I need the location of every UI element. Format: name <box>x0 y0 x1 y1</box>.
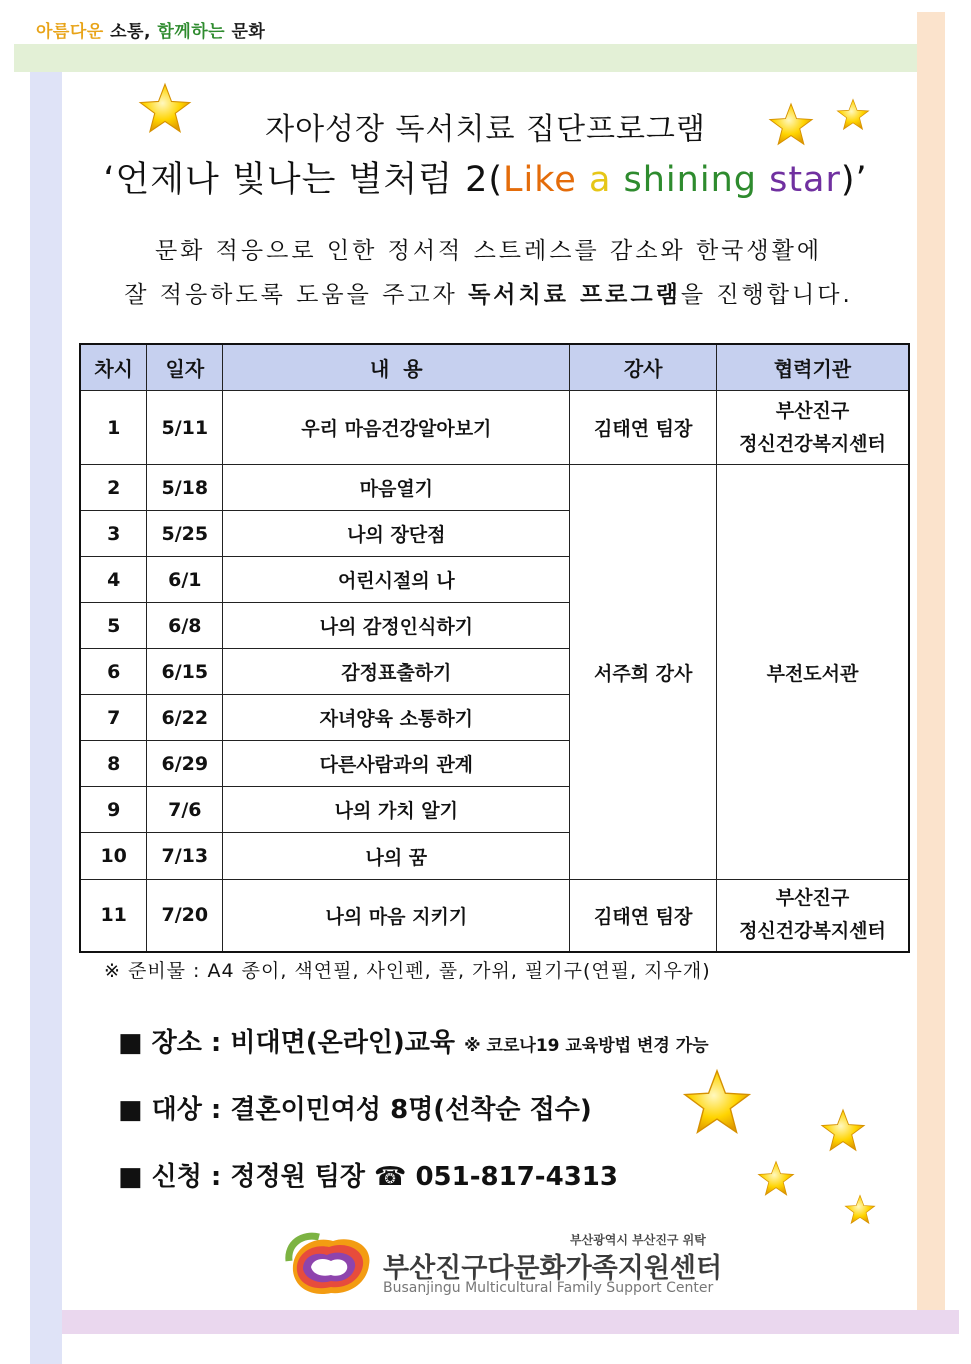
table-row <box>80 465 909 511</box>
star-icon <box>844 1194 876 1226</box>
cell-date: 5/18 <box>147 465 223 511</box>
slogan-part-2: 소통, <box>103 22 158 42</box>
cell-session: 2 <box>80 465 147 511</box>
slogan <box>36 17 265 42</box>
subtitle-prefix: ‘언제나 빛나는 별처럼 2( <box>103 160 504 200</box>
star-icon <box>757 1160 795 1198</box>
partner-line-1: 부산진구 <box>775 887 850 910</box>
subtitle-word-shining: shining <box>623 160 757 200</box>
cell-session: 4 <box>80 557 147 603</box>
table-row <box>80 880 909 952</box>
subtitle-word-star: star <box>756 160 841 200</box>
intro-line-2 <box>62 276 915 309</box>
intro-line-2-c: 을 진행합니다. <box>680 282 853 308</box>
header-session: 차시 <box>80 344 147 391</box>
cell-date: 5/11 <box>147 391 223 465</box>
info-place-note: ※ 코로나19 교육방법 변경 가능 <box>464 1036 709 1056</box>
cell-instructor: 서주희 강사 <box>570 465 717 880</box>
info-place-text: ■ 장소 : 비대면(온라인)교육 <box>118 1028 465 1058</box>
cell-content: 우리 마음건강알아보기 <box>223 391 570 465</box>
cell-partner <box>716 391 909 465</box>
cell-content: 감정표출하기 <box>223 649 570 695</box>
partner-line-2: 정신건강복지센터 <box>739 920 886 943</box>
program-subtitle <box>0 152 971 202</box>
cell-content: 나의 꿈 <box>223 833 570 880</box>
cell-session: 3 <box>80 511 147 557</box>
cell-session: 6 <box>80 649 147 695</box>
cell-date: 6/15 <box>147 649 223 695</box>
logo-english-name: Busanjingu Multicultural Family Support Center <box>383 1280 714 1296</box>
cell-session: 11 <box>80 880 147 952</box>
subtitle-word-like: Like <box>503 160 577 200</box>
program-title: 자아성장 독서치료 집단프로그램 <box>265 112 706 147</box>
cell-content: 다른사람과의 관계 <box>223 741 570 787</box>
info-apply: ■ 신청 : 정정원 팀장 ☎ 051-817-4313 <box>118 1162 618 1192</box>
intro-line-2-bold: 독서치료 프로그램 <box>468 282 681 308</box>
cell-date: 7/20 <box>147 880 223 952</box>
right-peach-band <box>917 12 945 1312</box>
cell-instructor: 김태연 팀장 <box>570 391 717 465</box>
cell-date: 7/6 <box>147 787 223 833</box>
cell-date: 6/29 <box>147 741 223 787</box>
header-partner: 협력기관 <box>716 344 909 391</box>
slogan-part-1: 아름다운 <box>36 22 104 42</box>
cell-content: 나의 장단점 <box>223 511 570 557</box>
cell-content: 나의 감정인식하기 <box>223 603 570 649</box>
cell-partner: 부전도서관 <box>716 465 909 880</box>
subtitle-suffix: )’ <box>840 160 868 200</box>
logo-name: 부산진구다문화가족지원센터 <box>383 1253 723 1284</box>
intro-line-1: 문화 적응으로 인한 정서적 스트레스를 감소와 한국생활에 <box>154 238 823 264</box>
cell-date: 7/13 <box>147 833 223 880</box>
logo-subtitle: 부산광역시 부산진구 위탁 <box>570 1233 706 1247</box>
cell-partner <box>716 880 909 952</box>
cell-instructor: 김태연 팀장 <box>570 880 717 952</box>
cell-session: 10 <box>80 833 147 880</box>
star-icon <box>682 1068 752 1138</box>
cell-content: 나의 가치 알기 <box>223 787 570 833</box>
slogan-part-3: 함께하는 <box>157 22 226 42</box>
cell-content: 마음열기 <box>223 465 570 511</box>
materials-note: ※ 준비물 : A4 종이, 색연필, 사인펜, 풀, 가위, 필기구(연필, 지우개) <box>104 960 711 982</box>
info-place <box>118 1022 709 1059</box>
cell-date: 6/1 <box>147 557 223 603</box>
slogan-part-4: 문화 <box>225 22 266 42</box>
cell-date: 6/8 <box>147 603 223 649</box>
cell-session: 8 <box>80 741 147 787</box>
cell-session: 9 <box>80 787 147 833</box>
table-row <box>80 391 909 465</box>
cell-content: 어린시절의 나 <box>223 557 570 603</box>
top-green-band <box>14 44 917 72</box>
cell-session: 5 <box>80 603 147 649</box>
bottom-pink-band <box>62 1310 959 1334</box>
header-date: 일자 <box>147 344 223 391</box>
cell-content: 나의 마음 지키기 <box>223 880 570 952</box>
info-target: ■ 대상 : 결혼이민여성 8명(선착순 접수) <box>118 1095 592 1125</box>
header-instructor: 강사 <box>570 344 717 391</box>
schedule-table <box>79 343 910 953</box>
center-logo-icon <box>283 1231 379 1301</box>
intro-line-2-a: 잘 적응하도록 도움을 주고자 <box>124 282 469 308</box>
cell-content: 자녀양육 소통하기 <box>223 695 570 741</box>
cell-date: 5/25 <box>147 511 223 557</box>
cell-date: 6/22 <box>147 695 223 741</box>
table-header-row <box>80 344 909 391</box>
cell-session: 7 <box>80 695 147 741</box>
left-blue-band <box>30 72 62 1364</box>
header-content: 내 용 <box>223 344 570 391</box>
partner-line-2: 정신건강복지센터 <box>739 432 886 455</box>
subtitle-word-a: a <box>576 160 624 200</box>
cell-session: 1 <box>80 391 147 465</box>
star-icon <box>820 1108 866 1154</box>
partner-line-1: 부산진구 <box>775 399 850 422</box>
